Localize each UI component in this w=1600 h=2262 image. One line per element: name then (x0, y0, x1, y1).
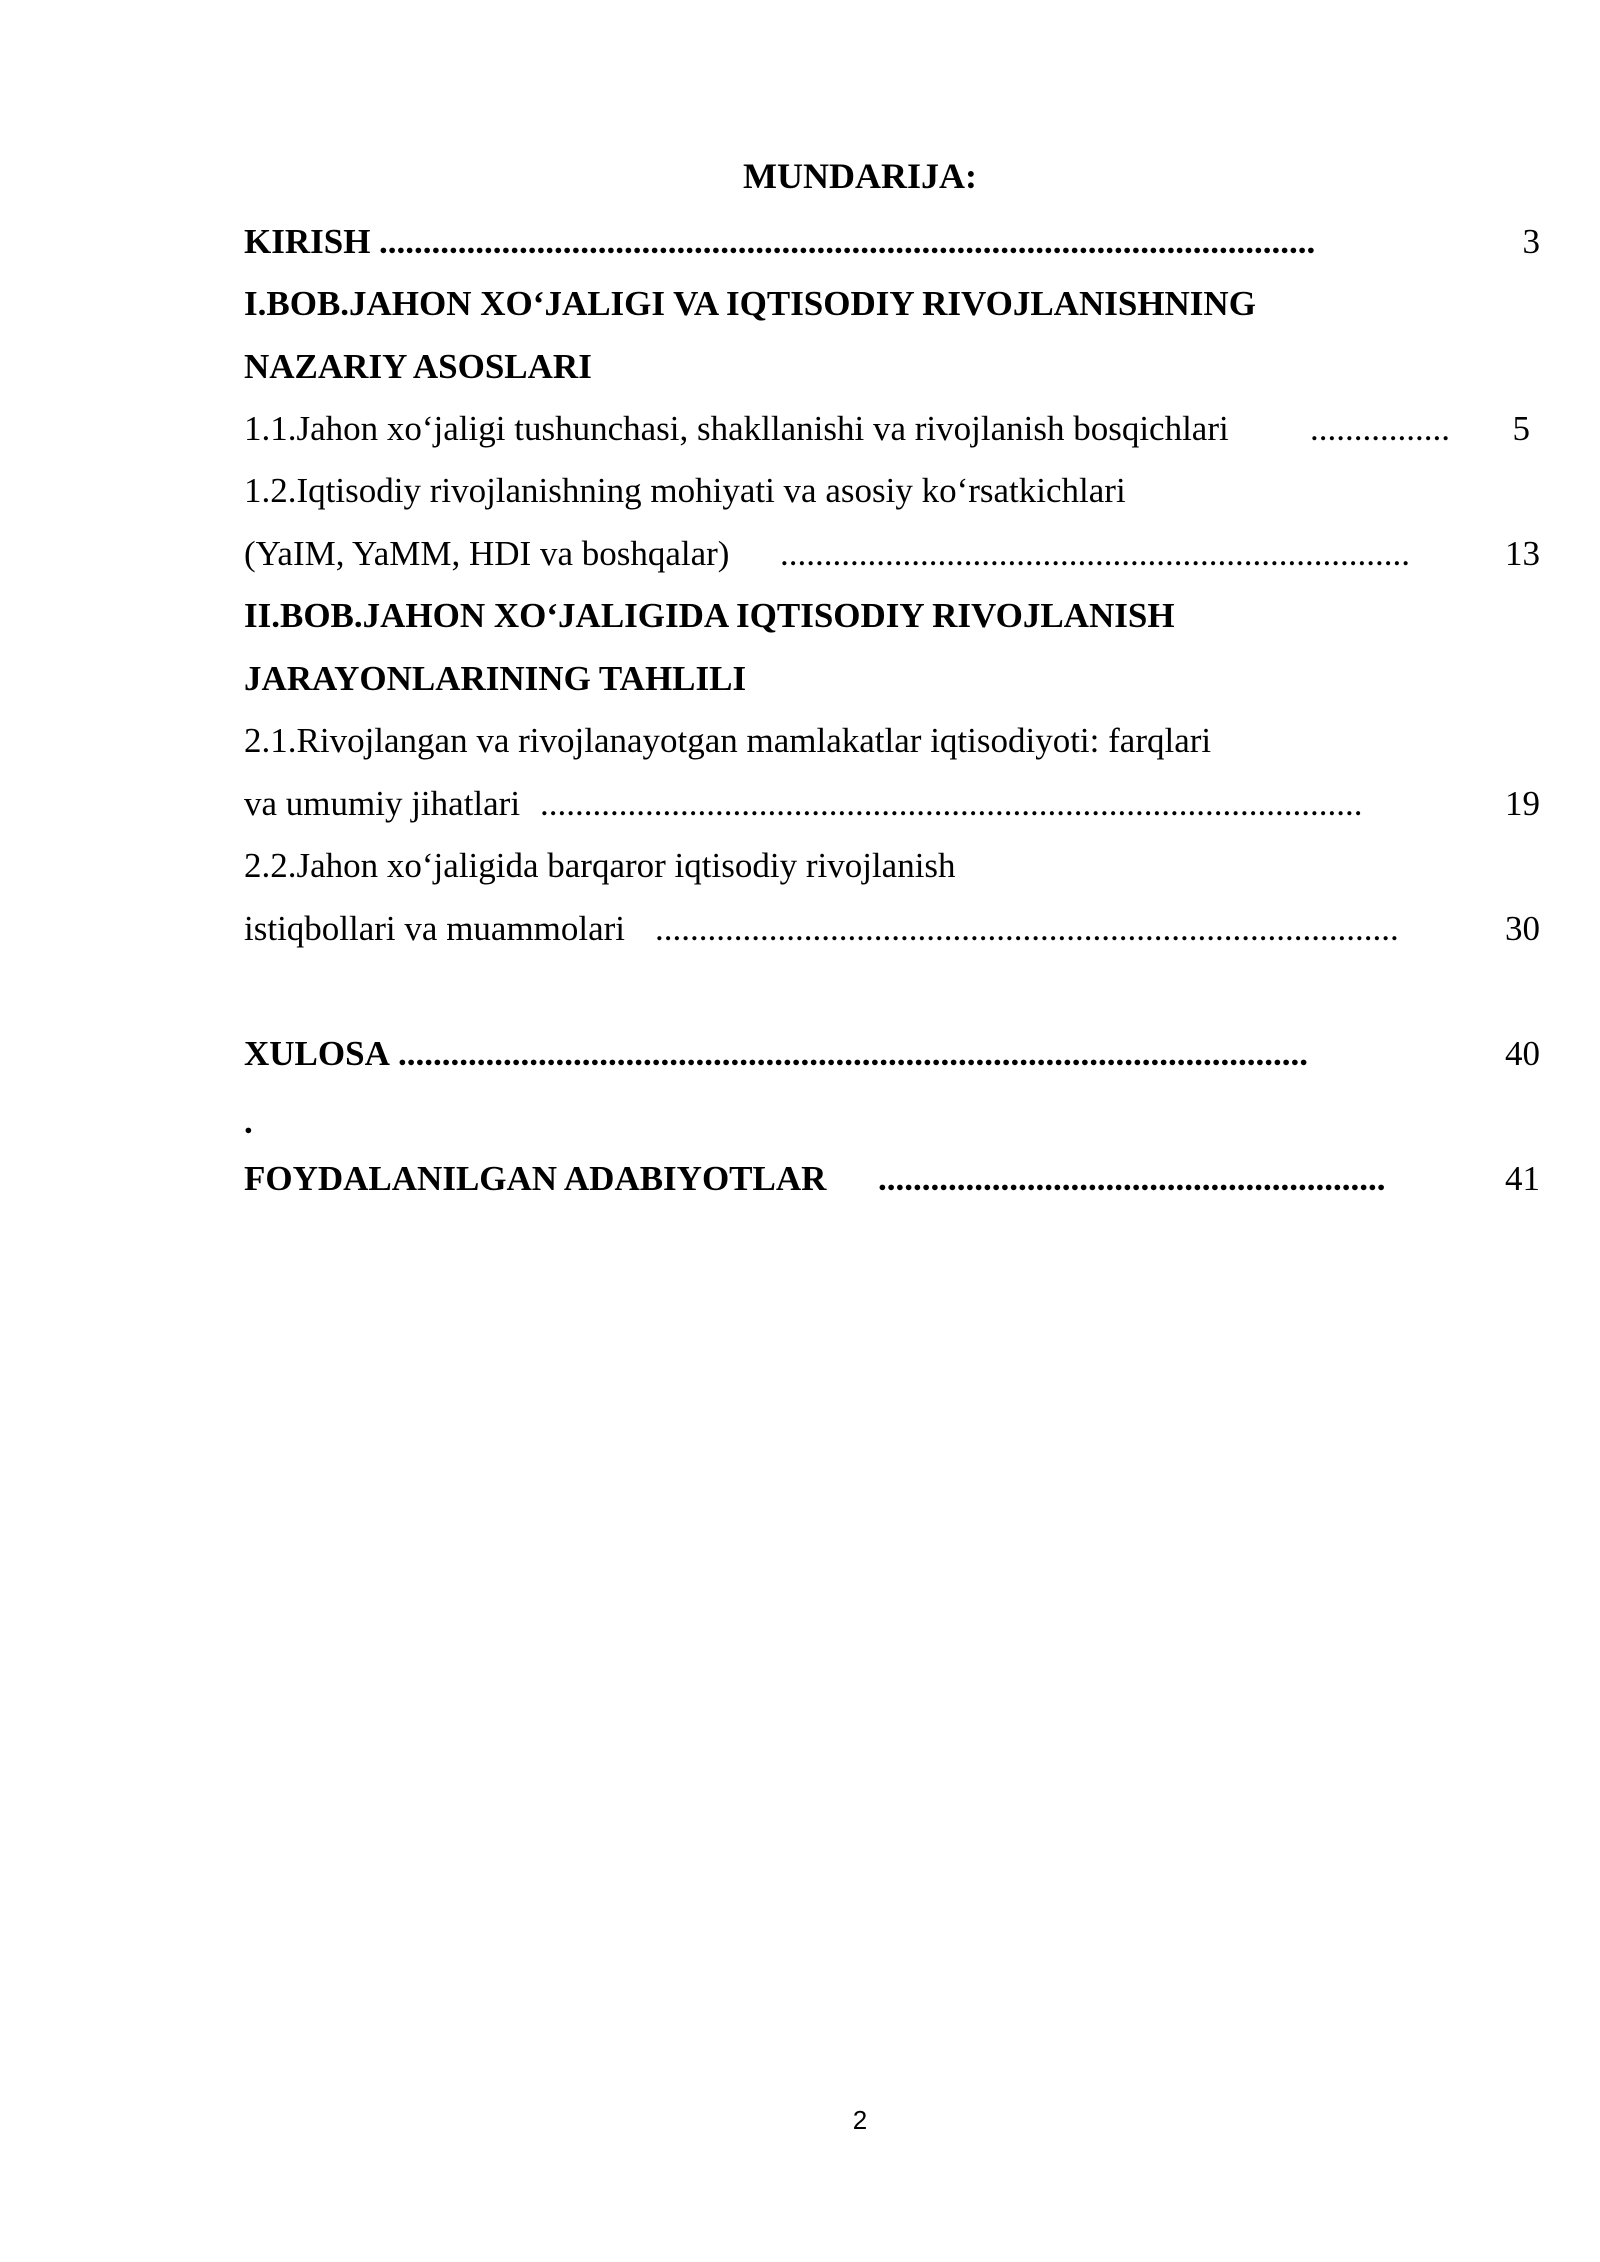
toc-entry-page: 30 (1505, 909, 1540, 948)
toc-entry-leader: ........................................................................................................ (398, 1034, 1308, 1073)
toc-entry-text: 2.1.Rivojlangan va rivojlanayotgan mamlakatlar iqtisodiyoti: farqlari (244, 721, 1212, 760)
toc-entry-text: va umumiy jihatlari (244, 784, 521, 823)
toc-entry-leader: ..................................................................................... (655, 909, 1399, 948)
toc-entry-text: JARAYONLARINING TAHLILI (244, 659, 747, 698)
toc-entry-text: FOYDALANILGAN ADABIYOTLAR (244, 1159, 827, 1198)
toc-entry-page: 41 (1505, 1159, 1540, 1198)
stray-dot: . (244, 1102, 253, 1141)
toc-entry-page: 40 (1505, 1034, 1540, 1073)
toc-entry-text: KIRISH (244, 222, 371, 261)
toc-entry-text: NAZARIY ASOSLARI (244, 347, 592, 386)
toc-entry-text: 1.1.Jahon xo‘jaligi tushunchasi, shakllanishi va rivojlanish bosqichlari (244, 409, 1229, 448)
toc-entry-leader: .......................................................... (878, 1159, 1386, 1198)
toc-entry-text: I.BOB.JAHON XO‘JALIGI VA IQTISODIY RIVOJLANISHNING (244, 284, 1256, 323)
toc-entry-text: II.BOB.JAHON XO‘JALIGIDA IQTISODIY RIVOJLANISH (244, 596, 1175, 635)
toc-entry-text: istiqbollari va muammolari (244, 909, 626, 948)
toc-entry-text: 1.2.Iqtisodiy rivojlanishning mohiyati va asosiy ko‘rsatkichlari (244, 471, 1126, 510)
toc-entry-page: 3 (1522, 222, 1540, 261)
toc-entry-text: (YaIM, YaMM, HDI va boshqalar) (244, 534, 730, 573)
toc-entry-text: XULOSA (244, 1034, 390, 1073)
toc-title: MUNDARIJA: (743, 156, 977, 196)
toc-entry-leader: ........................................................................ (780, 534, 1410, 573)
toc-entry-page: 5 (1512, 409, 1530, 448)
toc-entry-text: 2.2.Jahon xo‘jaligida barqaror iqtisodiy rivojlanish (244, 846, 956, 885)
toc-entry-leader: .............................................................................................. (540, 784, 1363, 823)
toc-entry-page: 19 (1505, 784, 1540, 823)
page-number: 2 (852, 2105, 868, 2135)
toc-entry-leader: ........................................................................................................... (379, 222, 1316, 261)
toc-entry-page: 13 (1505, 534, 1540, 573)
toc-entry-leader: ................ (1310, 409, 1450, 448)
